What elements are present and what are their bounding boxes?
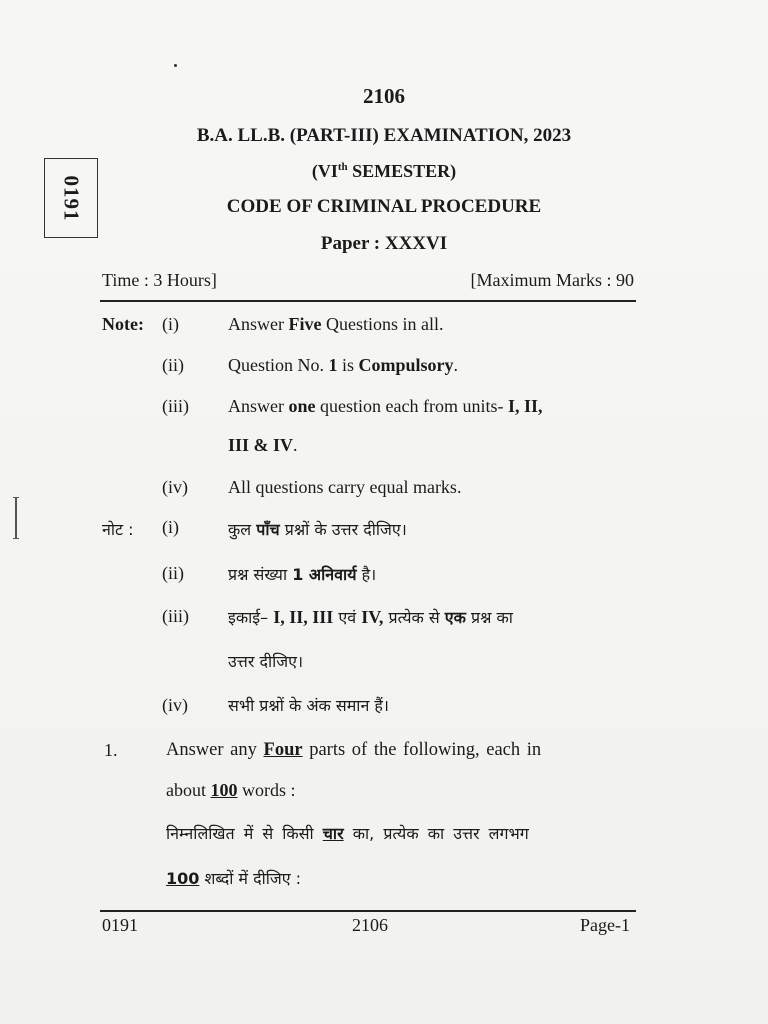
note-item-en-continued: III & IV.	[228, 435, 298, 455]
time-allowed: Time : 3 Hours]	[102, 270, 217, 290]
note-num: (iv)	[162, 477, 188, 497]
note-label-en: Note:	[102, 314, 144, 334]
footer-divider	[100, 910, 636, 912]
note-item-hi: सभी प्रश्नों के अंक समान हैं।	[228, 696, 389, 715]
margin-mark	[15, 497, 17, 539]
ink-dot	[174, 64, 177, 67]
question-text-en-continued: about 100 words :	[166, 780, 296, 800]
note-item-en: Question No. 1 is Compulsory.	[228, 355, 459, 375]
question-text-hi-continued: 100 शब्दों में दीजिए :	[166, 869, 302, 888]
note-item-en: Answer Five Questions in all.	[228, 314, 444, 334]
note-item-en: All questions carry equal marks.	[228, 477, 462, 497]
question-text-en: Answer any Four parts of the following, each in	[166, 740, 542, 760]
maximum-marks: [Maximum Marks : 90	[470, 270, 634, 290]
note-num: (iii)	[162, 606, 189, 626]
note-num: (iv)	[162, 695, 188, 715]
question-text-hi: निम्नलिखित में से किसी चार का, प्रत्येक का उत्तर लगभग	[166, 824, 529, 843]
semester-line: (VIth SEMESTER)	[311, 161, 457, 181]
subject-title: CODE OF CRIMINAL PROCEDURE	[226, 196, 542, 217]
note-num: (ii)	[162, 355, 184, 375]
note-item-hi: प्रश्न संख्या 1 अनिवार्य है।	[228, 565, 377, 584]
paper-number: Paper : XXXVI	[320, 233, 448, 254]
note-item-hi-continued: उत्तर दीजिए।	[228, 652, 304, 671]
header-divider	[100, 300, 636, 302]
exam-title: B.A. LL.B. (PART-III) EXAMINATION, 2023	[196, 125, 572, 146]
note-num: (ii)	[162, 563, 184, 583]
question-number: 1.	[104, 740, 118, 760]
paper-code: 2106	[363, 84, 405, 108]
note-item-hi: कुल पाँच प्रश्नों के उत्तर दीजिए।	[228, 520, 407, 539]
footer-paper-code: 2106	[352, 915, 388, 935]
footer-code: 0191	[102, 915, 138, 935]
page-number: Page-1	[580, 915, 630, 935]
note-num: (i)	[162, 517, 179, 537]
note-label-hi: नोट :	[102, 520, 134, 539]
note-num: (i)	[162, 314, 179, 334]
note-item-hi: इकाई– I, II, III एवं IV, प्रत्येक से एक प्रश्न का	[228, 607, 513, 627]
note-item-en: Answer one question each from units- I, II,	[228, 396, 543, 416]
note-num: (iii)	[162, 396, 189, 416]
side-code-text: 0191	[59, 175, 84, 221]
